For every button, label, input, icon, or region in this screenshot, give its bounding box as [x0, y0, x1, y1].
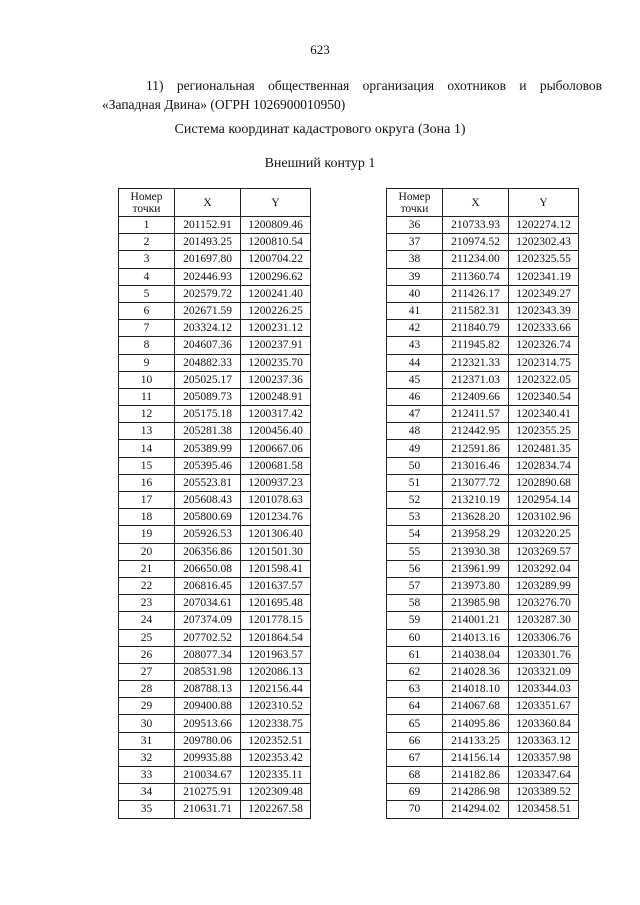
cell-x: 210275.91 — [175, 784, 241, 801]
cell-point-number: 6 — [119, 302, 175, 319]
cell-x: 211582.31 — [443, 302, 509, 319]
cell-x: 214028.36 — [443, 663, 509, 680]
cell-x: 210034.67 — [175, 767, 241, 784]
cell-y: 1202340.54 — [509, 388, 579, 405]
table-row — [387, 543, 579, 560]
table-row — [119, 440, 311, 457]
cell-y: 1202267.58 — [241, 801, 311, 818]
cell-point-number: 58 — [387, 595, 443, 612]
cell-point-number: 38 — [387, 251, 443, 268]
table-row — [119, 234, 311, 251]
cell-point-number: 48 — [387, 423, 443, 440]
cell-y: 1201598.41 — [241, 560, 311, 577]
column-header-x: X — [443, 189, 509, 217]
cell-y: 1202338.75 — [241, 715, 311, 732]
cell-y: 1202340.41 — [509, 406, 579, 423]
cell-y: 1202335.11 — [241, 767, 311, 784]
cell-x: 213958.29 — [443, 526, 509, 543]
cell-point-number: 60 — [387, 629, 443, 646]
cell-point-number: 43 — [387, 337, 443, 354]
table-row — [387, 784, 579, 801]
organization-heading — [102, 76, 602, 114]
table-row — [119, 371, 311, 388]
table-row — [387, 217, 579, 234]
cell-y: 1202353.42 — [241, 749, 311, 766]
cell-y: 1202355.25 — [509, 423, 579, 440]
table-row — [387, 698, 579, 715]
cell-y: 1200810.54 — [241, 234, 311, 251]
cell-x: 207374.09 — [175, 612, 241, 629]
cell-point-number: 24 — [119, 612, 175, 629]
column-header-point-number: Номер точки — [387, 189, 443, 217]
table-row — [119, 526, 311, 543]
cell-point-number: 33 — [119, 767, 175, 784]
table-row — [387, 337, 579, 354]
cell-point-number: 11 — [119, 388, 175, 405]
table-row — [119, 577, 311, 594]
cell-y: 1200456.40 — [241, 423, 311, 440]
cell-point-number: 4 — [119, 268, 175, 285]
cell-x: 206650.08 — [175, 560, 241, 577]
cell-x: 209400.88 — [175, 698, 241, 715]
cell-y: 1202274.12 — [509, 217, 579, 234]
coordinates-table-right — [386, 188, 579, 819]
cell-y: 1200237.91 — [241, 337, 311, 354]
cell-y: 1201306.40 — [241, 526, 311, 543]
table-header-row — [119, 189, 311, 217]
cell-x: 208531.98 — [175, 663, 241, 680]
cell-x: 210631.71 — [175, 801, 241, 818]
cell-point-number: 10 — [119, 371, 175, 388]
table-row — [119, 715, 311, 732]
cell-point-number: 64 — [387, 698, 443, 715]
cell-x: 213973.80 — [443, 577, 509, 594]
cell-y: 1203220.25 — [509, 526, 579, 543]
table-row — [119, 354, 311, 371]
cell-point-number: 55 — [387, 543, 443, 560]
cell-y: 1202834.74 — [509, 457, 579, 474]
cell-point-number: 46 — [387, 388, 443, 405]
table-row — [387, 612, 579, 629]
cell-point-number: 57 — [387, 577, 443, 594]
cell-y: 1203287.30 — [509, 612, 579, 629]
cell-x: 206356.86 — [175, 543, 241, 560]
cell-y: 1203458.51 — [509, 801, 579, 818]
cell-point-number: 61 — [387, 646, 443, 663]
cell-y: 1203269.57 — [509, 543, 579, 560]
cell-point-number: 26 — [119, 646, 175, 663]
cell-x: 214182.86 — [443, 767, 509, 784]
cell-y: 1200704.22 — [241, 251, 311, 268]
cell-point-number: 7 — [119, 320, 175, 337]
table-row — [387, 320, 579, 337]
table-row — [387, 251, 579, 268]
cell-y: 1201501.30 — [241, 543, 311, 560]
cell-x: 205926.53 — [175, 526, 241, 543]
table-row — [119, 560, 311, 577]
table-row — [119, 474, 311, 491]
cell-x: 211945.82 — [443, 337, 509, 354]
cell-y: 1203301.76 — [509, 646, 579, 663]
cell-x: 212442.95 — [443, 423, 509, 440]
cell-y: 1202481.35 — [509, 440, 579, 457]
cell-point-number: 5 — [119, 285, 175, 302]
table-row — [387, 371, 579, 388]
cell-x: 202671.59 — [175, 302, 241, 319]
table-row — [387, 663, 579, 680]
table-row — [119, 320, 311, 337]
cell-x: 214095.86 — [443, 715, 509, 732]
cell-y: 1201234.76 — [241, 509, 311, 526]
table-row — [119, 732, 311, 749]
page-number: 623 — [310, 42, 330, 57]
cell-y: 1202333.66 — [509, 320, 579, 337]
cell-x: 201697.80 — [175, 251, 241, 268]
cell-point-number: 47 — [387, 406, 443, 423]
cell-y: 1201637.57 — [241, 577, 311, 594]
cell-point-number: 63 — [387, 681, 443, 698]
cell-y: 1200937.23 — [241, 474, 311, 491]
cell-x: 205523.81 — [175, 474, 241, 491]
cell-point-number: 50 — [387, 457, 443, 474]
cell-x: 214286.98 — [443, 784, 509, 801]
cell-y: 1201078.63 — [241, 492, 311, 509]
cell-x: 214038.04 — [443, 646, 509, 663]
cell-y: 1200226.25 — [241, 302, 311, 319]
cell-x: 210974.52 — [443, 234, 509, 251]
cell-point-number: 36 — [387, 217, 443, 234]
coordinates-table-left — [118, 188, 311, 819]
cell-x: 213930.38 — [443, 543, 509, 560]
cell-point-number: 45 — [387, 371, 443, 388]
cell-y: 1202326.74 — [509, 337, 579, 354]
cell-point-number: 25 — [119, 629, 175, 646]
cell-x: 211360.74 — [443, 268, 509, 285]
cell-point-number: 54 — [387, 526, 443, 543]
cell-x: 202579.72 — [175, 285, 241, 302]
cell-y: 1202156.44 — [241, 681, 311, 698]
cell-point-number: 69 — [387, 784, 443, 801]
cell-y: 1202314.75 — [509, 354, 579, 371]
table-row — [119, 268, 311, 285]
cell-x: 212409.66 — [443, 388, 509, 405]
cell-x: 212411.57 — [443, 406, 509, 423]
table-row — [387, 234, 579, 251]
table-row — [119, 302, 311, 319]
cell-point-number: 29 — [119, 698, 175, 715]
table-row — [387, 560, 579, 577]
table-row — [387, 715, 579, 732]
cell-point-number: 8 — [119, 337, 175, 354]
cell-x: 214133.25 — [443, 732, 509, 749]
cell-point-number: 70 — [387, 801, 443, 818]
cell-y: 1202352.51 — [241, 732, 311, 749]
table-row — [387, 681, 579, 698]
cell-point-number: 22 — [119, 577, 175, 594]
table-row — [119, 663, 311, 680]
cell-point-number: 20 — [119, 543, 175, 560]
cell-y: 1202322.05 — [509, 371, 579, 388]
cell-y: 1203102.96 — [509, 509, 579, 526]
cell-x: 208788.13 — [175, 681, 241, 698]
cell-point-number: 34 — [119, 784, 175, 801]
table-row — [119, 406, 311, 423]
cell-point-number: 37 — [387, 234, 443, 251]
cell-point-number: 41 — [387, 302, 443, 319]
cell-y: 1203292.04 — [509, 560, 579, 577]
cell-x: 213016.46 — [443, 457, 509, 474]
table-row — [387, 285, 579, 302]
cell-x: 205175.18 — [175, 406, 241, 423]
cell-x: 205608.43 — [175, 492, 241, 509]
cell-y: 1200296.62 — [241, 268, 311, 285]
cell-x: 213210.19 — [443, 492, 509, 509]
table-row — [119, 749, 311, 766]
cell-x: 213961.99 — [443, 560, 509, 577]
cell-point-number: 2 — [119, 234, 175, 251]
cell-point-number: 27 — [119, 663, 175, 680]
cell-y: 1201963.57 — [241, 646, 311, 663]
table-row — [387, 732, 579, 749]
table-row — [119, 801, 311, 818]
cell-point-number: 35 — [119, 801, 175, 818]
table-row — [387, 629, 579, 646]
table-row — [119, 767, 311, 784]
table-row — [119, 251, 311, 268]
cell-point-number: 52 — [387, 492, 443, 509]
column-header-y: Y — [241, 189, 311, 217]
cell-x: 214067.68 — [443, 698, 509, 715]
cell-x: 205389.99 — [175, 440, 241, 457]
cell-y: 1203351.67 — [509, 698, 579, 715]
cell-point-number: 12 — [119, 406, 175, 423]
table-row — [387, 767, 579, 784]
table-row — [387, 423, 579, 440]
cell-point-number: 15 — [119, 457, 175, 474]
cell-point-number: 42 — [387, 320, 443, 337]
table-row — [387, 457, 579, 474]
cell-point-number: 21 — [119, 560, 175, 577]
cell-x: 212371.03 — [443, 371, 509, 388]
table-row — [387, 577, 579, 594]
cell-y: 1202954.14 — [509, 492, 579, 509]
cell-point-number: 16 — [119, 474, 175, 491]
cell-y: 1202302.43 — [509, 234, 579, 251]
column-header-point-number: Номер точки — [119, 189, 175, 217]
cell-y: 1202325.55 — [509, 251, 579, 268]
cell-point-number: 59 — [387, 612, 443, 629]
table-row — [119, 423, 311, 440]
cell-point-number: 65 — [387, 715, 443, 732]
cell-point-number: 66 — [387, 732, 443, 749]
table-row — [387, 509, 579, 526]
cell-x: 209935.88 — [175, 749, 241, 766]
table-row — [119, 217, 311, 234]
cell-point-number: 23 — [119, 595, 175, 612]
coordinate-system-title: Система координат кадастрового округа (Зона 1) — [174, 122, 466, 137]
table-row — [119, 337, 311, 354]
cell-x: 201152.91 — [175, 217, 241, 234]
organization-line-1: 11) региональная общественная организация охотников и рыболовов — [146, 78, 602, 93]
cell-point-number: 28 — [119, 681, 175, 698]
cell-point-number: 13 — [119, 423, 175, 440]
table-row — [119, 595, 311, 612]
table-row — [387, 526, 579, 543]
table-row — [119, 784, 311, 801]
cell-y: 1203389.52 — [509, 784, 579, 801]
cell-y: 1201778.15 — [241, 612, 311, 629]
table-row — [387, 302, 579, 319]
cell-y: 1202086.13 — [241, 663, 311, 680]
table-row — [119, 681, 311, 698]
cell-y: 1203321.09 — [509, 663, 579, 680]
cell-point-number: 68 — [387, 767, 443, 784]
table-row — [387, 388, 579, 405]
cell-y: 1201864.54 — [241, 629, 311, 646]
table-row — [119, 612, 311, 629]
cell-x: 214013.16 — [443, 629, 509, 646]
cell-y: 1200809.46 — [241, 217, 311, 234]
cell-y: 1203347.64 — [509, 767, 579, 784]
table-row — [387, 268, 579, 285]
cell-y: 1203363.12 — [509, 732, 579, 749]
table-row — [387, 595, 579, 612]
cell-x: 206816.45 — [175, 577, 241, 594]
table-row — [387, 749, 579, 766]
cell-x: 213628.20 — [443, 509, 509, 526]
table-row — [119, 457, 311, 474]
cell-y: 1200237.36 — [241, 371, 311, 388]
cell-x: 203324.12 — [175, 320, 241, 337]
cell-x: 205395.46 — [175, 457, 241, 474]
cell-y: 1203357.98 — [509, 749, 579, 766]
cell-x: 211234.00 — [443, 251, 509, 268]
cell-y: 1202343.39 — [509, 302, 579, 319]
table-header-row — [387, 189, 579, 217]
cell-point-number: 53 — [387, 509, 443, 526]
cell-y: 1200241.40 — [241, 285, 311, 302]
cell-y: 1202341.19 — [509, 268, 579, 285]
cell-y: 1203344.03 — [509, 681, 579, 698]
cell-x: 214294.02 — [443, 801, 509, 818]
cell-x: 204882.33 — [175, 354, 241, 371]
cell-x: 213077.72 — [443, 474, 509, 491]
table-row — [387, 646, 579, 663]
cell-point-number: 30 — [119, 715, 175, 732]
cell-point-number: 40 — [387, 285, 443, 302]
cell-y: 1200317.42 — [241, 406, 311, 423]
cell-x: 214156.14 — [443, 749, 509, 766]
contour-title: Внешний контур 1 — [264, 156, 376, 171]
cell-x: 207702.52 — [175, 629, 241, 646]
cell-point-number: 49 — [387, 440, 443, 457]
cell-point-number: 39 — [387, 268, 443, 285]
cell-x: 213985.98 — [443, 595, 509, 612]
table-row — [119, 698, 311, 715]
table-row — [387, 474, 579, 491]
cell-x: 214018.10 — [443, 681, 509, 698]
cell-x: 214001.21 — [443, 612, 509, 629]
cell-point-number: 51 — [387, 474, 443, 491]
cell-y: 1201695.48 — [241, 595, 311, 612]
table-row — [119, 509, 311, 526]
cell-x: 209780.06 — [175, 732, 241, 749]
cell-point-number: 67 — [387, 749, 443, 766]
cell-point-number: 32 — [119, 749, 175, 766]
cell-y: 1202309.48 — [241, 784, 311, 801]
table-row — [119, 646, 311, 663]
cell-x: 205800.69 — [175, 509, 241, 526]
cell-x: 211426.17 — [443, 285, 509, 302]
table-row — [387, 406, 579, 423]
cell-point-number: 18 — [119, 509, 175, 526]
cell-y: 1202310.52 — [241, 698, 311, 715]
table-row — [387, 440, 579, 457]
cell-point-number: 19 — [119, 526, 175, 543]
table-row — [387, 492, 579, 509]
cell-y: 1203289.99 — [509, 577, 579, 594]
cell-x: 208077.34 — [175, 646, 241, 663]
cell-point-number: 1 — [119, 217, 175, 234]
cell-y: 1202349.27 — [509, 285, 579, 302]
cell-point-number: 17 — [119, 492, 175, 509]
cell-y: 1200681.58 — [241, 457, 311, 474]
cell-point-number: 14 — [119, 440, 175, 457]
table-row — [119, 388, 311, 405]
cell-x: 212321.33 — [443, 354, 509, 371]
cell-point-number: 56 — [387, 560, 443, 577]
column-header-y: Y — [509, 189, 579, 217]
cell-x: 210733.93 — [443, 217, 509, 234]
cell-y: 1200235.70 — [241, 354, 311, 371]
table-row — [119, 543, 311, 560]
table-row — [119, 285, 311, 302]
cell-y: 1203306.76 — [509, 629, 579, 646]
table-row — [119, 629, 311, 646]
cell-point-number: 9 — [119, 354, 175, 371]
cell-point-number: 44 — [387, 354, 443, 371]
cell-x: 201493.25 — [175, 234, 241, 251]
cell-x: 205089.73 — [175, 388, 241, 405]
table-row — [387, 354, 579, 371]
cell-x: 212591.86 — [443, 440, 509, 457]
organization-line-2: «Западная Двина» (ОГРН 1026900010950) — [102, 97, 346, 112]
cell-y: 1200667.06 — [241, 440, 311, 457]
table-row — [119, 492, 311, 509]
cell-x: 207034.61 — [175, 595, 241, 612]
cell-x: 205281.38 — [175, 423, 241, 440]
cell-point-number: 31 — [119, 732, 175, 749]
cell-point-number: 3 — [119, 251, 175, 268]
cell-x: 211840.79 — [443, 320, 509, 337]
cell-x: 209513.66 — [175, 715, 241, 732]
cell-x: 202446.93 — [175, 268, 241, 285]
table-row — [387, 801, 579, 818]
cell-y: 1200231.12 — [241, 320, 311, 337]
cell-point-number: 62 — [387, 663, 443, 680]
cell-y: 1200248.91 — [241, 388, 311, 405]
cell-y: 1203276.70 — [509, 595, 579, 612]
cell-y: 1202890.68 — [509, 474, 579, 491]
cell-x: 205025.17 — [175, 371, 241, 388]
column-header-x: X — [175, 189, 241, 217]
cell-y: 1203360.84 — [509, 715, 579, 732]
cell-x: 204607.36 — [175, 337, 241, 354]
